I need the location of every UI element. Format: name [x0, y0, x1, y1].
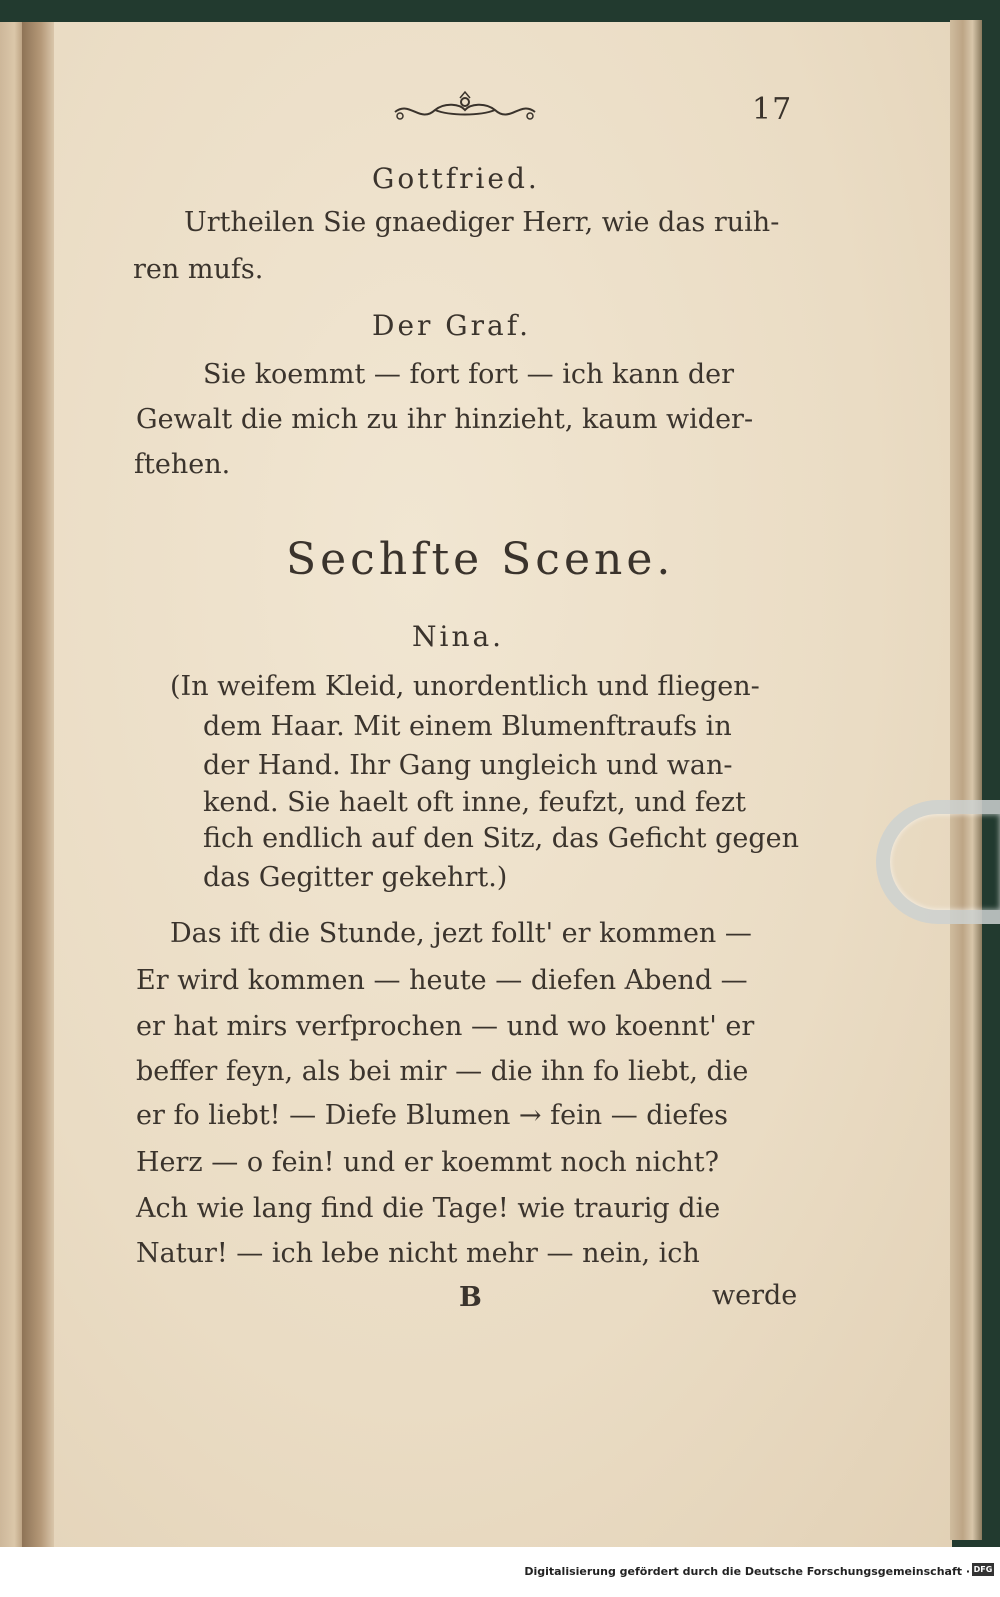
- text-line: er hat mirs verfprochen — und wo koennt' er: [136, 1011, 755, 1042]
- stage-direction: dem Haar. Mit einem Blumenftraufs in: [203, 711, 732, 742]
- text-line: er fo liebt! — Diefe Blumen → fein — diefes: [136, 1100, 729, 1131]
- page-number: 17: [752, 92, 793, 127]
- page-clip: [876, 800, 1000, 924]
- book-page: [54, 22, 952, 1547]
- signature-mark: B: [459, 1282, 482, 1313]
- stage-direction: fich endlich auf den Sitz, das Geficht gegen: [203, 823, 800, 854]
- catchword: werde: [712, 1280, 798, 1311]
- text-line: Natur! — ich lebe nicht mehr — nein, ich: [136, 1238, 700, 1269]
- text-line: Das ift die Stunde, jezt follt' er kommen —: [170, 918, 752, 949]
- stage-direction: der Hand. Ihr Gang ungleich und wan-: [203, 750, 733, 781]
- speaker-nina: Nina.: [412, 620, 505, 653]
- text-line: Ach wie lang find die Tage! wie traurig die: [136, 1193, 721, 1224]
- text-line: Herz — o fein! und er koemmt noch nicht?: [136, 1147, 720, 1178]
- text-line: Sie koemmt — fort fort — ich kann der: [203, 359, 734, 390]
- speaker-gottfried: Gottfried.: [372, 162, 540, 195]
- ornament-icon: [390, 90, 540, 130]
- text-line: Gewalt die mich zu ihr hinzieht, kaum wider-: [136, 404, 754, 435]
- text-line: Urtheilen Sie gnaediger Herr, wie das ruih-: [184, 207, 780, 238]
- dfg-logo-icon: DFG: [973, 1565, 993, 1574]
- text-line: ren mufs.: [133, 254, 264, 285]
- book-gutter: [22, 22, 56, 1547]
- speaker-graf: Der Graf.: [372, 309, 532, 342]
- stage-direction: kend. Sie haelt oft inne, feufzt, und fezt: [203, 787, 746, 818]
- left-page-edge: [0, 22, 24, 1547]
- footer-credit: Digitalisierung gefördert durch die Deutsche Forschungsgemeinschaft ·: [524, 1565, 970, 1578]
- stage-direction: das Gegitter gekehrt.): [203, 862, 508, 893]
- text-line: Er wird kommen — heute — diefen Abend —: [136, 965, 748, 996]
- text-line: beffer feyn, als bei mir — die ihn fo liebt, die: [136, 1056, 749, 1087]
- right-page-edges: [950, 20, 982, 1540]
- text-line: ftehen.: [134, 449, 231, 480]
- stage-direction: (In weifem Kleid, unordentlich und fliegen-: [170, 671, 760, 702]
- scene-heading: Sechfte Scene.: [286, 534, 675, 585]
